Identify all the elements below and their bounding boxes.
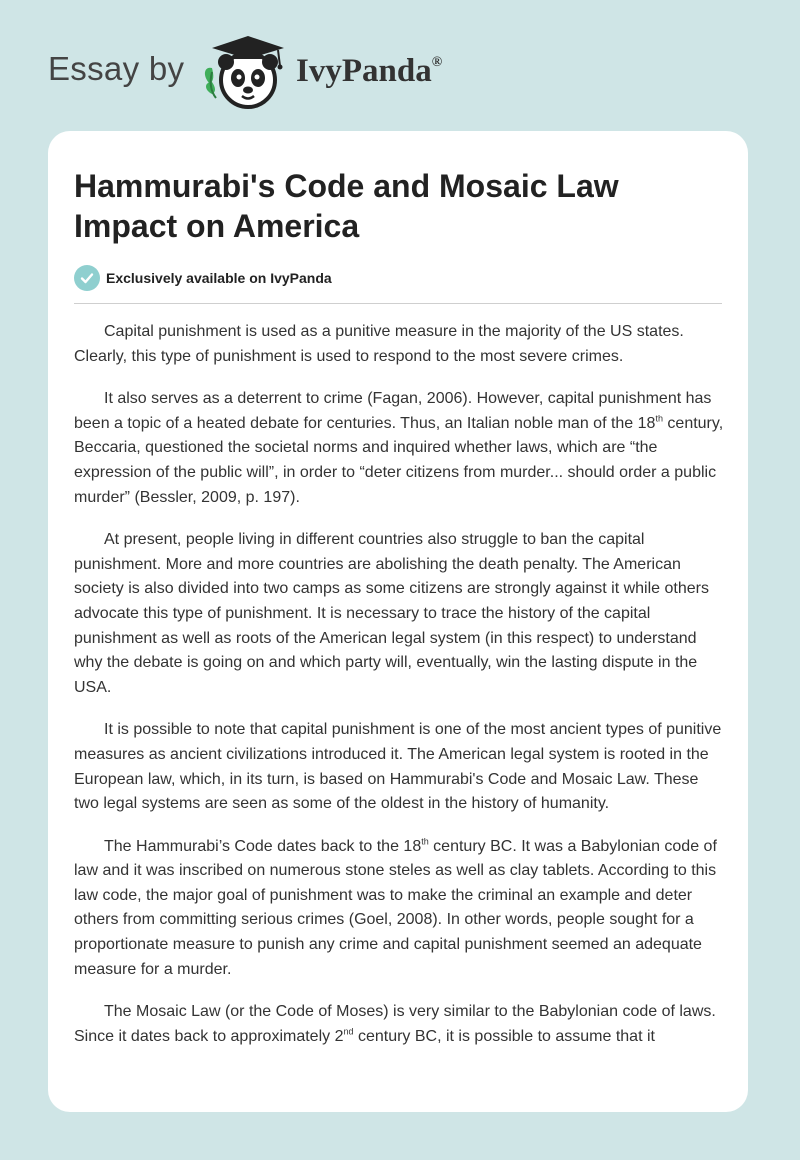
paragraph xyxy=(74,387,724,510)
ordinal-suffix: th xyxy=(655,413,663,424)
paragraph-text: The Hammurabi’s Code dates back to the 18 xyxy=(104,837,422,855)
paragraph xyxy=(74,320,724,369)
divider xyxy=(74,303,722,304)
leaf-icon xyxy=(205,68,216,98)
paragraph-text: Capital punishment is used as a punitive measure in the majority of the US states. Clearly, this type of punishment is used to respond to the most severe crimes. xyxy=(74,323,684,365)
paragraph-text: century BC. It was a Babylonian code of law and it was inscribed on numerous stone steles as well as clay tablets. According to this law code, the major goal of punishment was to make the criminal an example and deter others from committing serious crimes (Goel, 2008). In other words, people sought for a proportionate measure to punish any crime and capital punishment seemed an adequate measure for a murder. xyxy=(74,837,717,978)
paragraph xyxy=(74,718,724,816)
paragraph-text: century, Beccaria, questioned the societal norms and inquired whether laws, which are “the expression of the public will”, in order to “deter citizens from murder... should order a public murder” (Bessler, 2009, p. 197). xyxy=(74,414,724,506)
paragraph-text: century BC, it is possible to assume that it xyxy=(353,1027,655,1045)
registered-mark: ® xyxy=(431,55,443,70)
essay-card xyxy=(48,131,748,1112)
site-header xyxy=(0,0,800,120)
brand-text: IvyPanda xyxy=(296,53,432,89)
essay-by-label: Essay by xyxy=(48,50,185,87)
exclusive-label: Exclusively available on IvyPanda xyxy=(106,270,332,286)
ordinal-suffix: nd xyxy=(343,1026,354,1037)
brand-name[interactable] xyxy=(296,53,442,90)
paragraph-text: It is possible to note that capital punishment is one of the most ancient types of punitive measures as ancient civilizations introduced it. The American legal system is rooted in the European law, which, in its turn, is based on Hammurabi's Code and Mosaic Law. These two legal systems are seen as some of the oldest in the history of humanity. xyxy=(74,721,722,813)
paragraph xyxy=(74,528,724,700)
paragraph-text: It also serves as a deterrent to crime (Fagan, 2006). However, capital punishment has been a topic of a heated debate for centuries. Thus, an Italian noble man of the 18 xyxy=(74,390,712,432)
paragraph xyxy=(74,1000,724,1049)
paragraph xyxy=(74,835,724,983)
paragraph-text: The Mosaic Law (or the Code of Moses) is very similar to the Babylonian code of laws. Since it dates back to approximately 2 xyxy=(74,1003,716,1045)
ordinal-suffix: th xyxy=(421,836,429,847)
paragraph-text: At present, people living in different countries also struggle to ban the capital punishment. More and more countries are abolishing the death penalty. The American society is also divided into two camps as some citizens are strongly against it while others advocate this type of punishment. It is necessary to trace the history of the capital punishment as well as roots of the American legal system (in this respect) to understand why the debate is going on and which party will, eventually, win the lasting dispute in the USA. xyxy=(74,531,709,696)
panda-logo-icon[interactable] xyxy=(196,32,296,112)
essay-body xyxy=(74,320,724,1067)
check-icon xyxy=(74,265,100,291)
page-title: Hammurabi's Code and Mosaic Law Impact on America xyxy=(74,168,619,244)
exclusive-badge xyxy=(74,265,332,291)
